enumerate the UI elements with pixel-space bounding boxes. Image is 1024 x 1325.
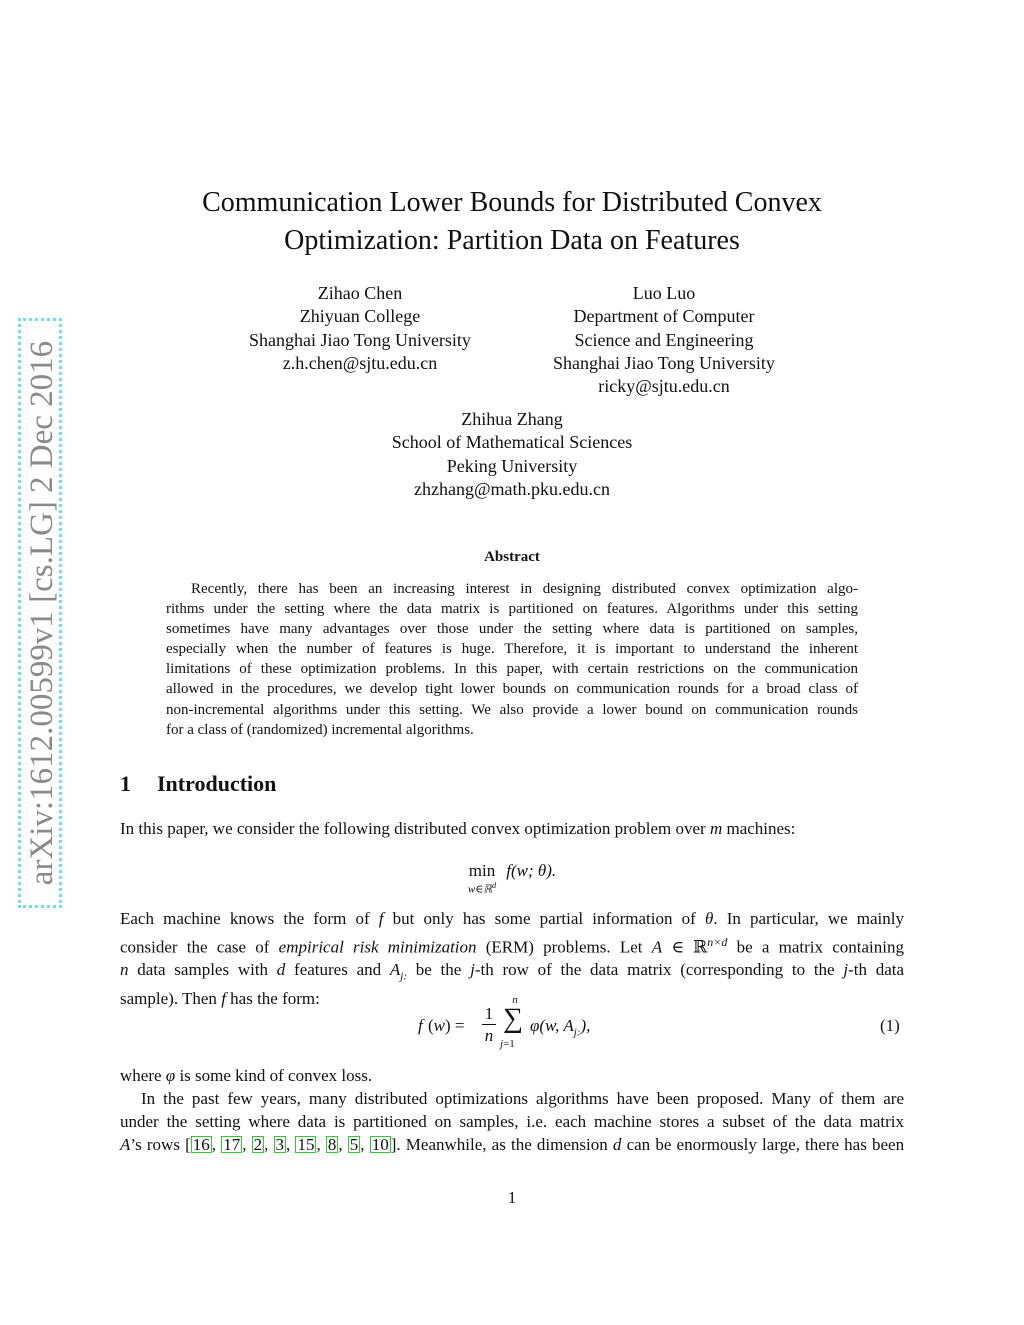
eq-min-op: min (468, 861, 496, 880)
page-number: 1 (507, 1188, 517, 1207)
paragraph-line: In the past few years, many distributed optimizations algorithms have been proposed. Many of them are (141, 1089, 904, 1108)
author-affiliation: Shanghai Jiao Tong University (249, 329, 471, 350)
paragraph-line: Each machine knows the form of f but only has some partial information of θ. In particular, we mainly (120, 909, 905, 928)
author-affiliation: Peking University (446, 455, 578, 476)
author-name: Luo Luo (632, 283, 696, 303)
author-email[interactable]: ricky@sjtu.edu.cn (598, 376, 730, 397)
section-title: Introduction (157, 771, 277, 796)
section-heading (120, 771, 276, 797)
citation-link[interactable]: 17 (223, 1134, 241, 1154)
math-var: m (709, 819, 723, 838)
paragraph-line: A’s rows [ 16 , 17 , 2 , 3 , 15 , 8 , 5 , 10 ]. Meanwhile, as the dimension d can be enormously large, there has been (120, 1134, 905, 1154)
paragraph-text: In this paper, we consider the following distributed convex optimization problem over (120, 819, 706, 838)
author-affiliation: Zhiyuan College (299, 306, 421, 327)
author-block-3 (312, 408, 712, 501)
paragraph-text: machines: (726, 819, 796, 838)
author-block-1 (210, 282, 510, 375)
author-block-2 (514, 282, 814, 398)
abstract-line: for a class of (randomized) incremental algorithms. (166, 721, 474, 738)
section-number: 1 (120, 771, 131, 796)
abstract-line: rithms under the setting where the data matrix is partitioned on features. Algorithms under this setting (166, 601, 858, 618)
citation-link[interactable]: 2 (253, 1134, 263, 1154)
author-email[interactable]: zhzhang@math.pku.edu.cn (413, 478, 610, 499)
abstract-line: sometimes have many advantages over those under the setting where data is partitioned on samples, (166, 621, 858, 638)
abstract-body (166, 579, 858, 740)
citation-link[interactable]: 8 (327, 1134, 337, 1154)
abstract-line: especially when the number of features is huge. Therefore, it is important to understand the inherent (166, 641, 858, 658)
arxiv-identifier[interactable]: arXiv:1612.00599v1 [cs.LG] 2 Dec 2016 (18, 318, 62, 908)
arxiv-stamp (14, 320, 74, 910)
intro-paragraph-3: where φ is some kind of convex loss. (120, 1066, 373, 1085)
abstract-heading: Abstract (484, 549, 540, 565)
abstract-line: Recently, there has been an increasing interest in designing distributed convex optimization algo- (191, 581, 858, 597)
citation-link[interactable]: 16 (192, 1134, 210, 1154)
author-affiliation: Department of Computer (573, 306, 755, 327)
author-email[interactable]: z.h.chen@sjtu.edu.cn (282, 352, 438, 373)
paragraph-line: sample). Then f has the form: (120, 989, 320, 1009)
author-affiliation: School of Mathematical Sciences (391, 432, 633, 453)
title-line-1: Communication Lower Bounds for Distributed Convex (202, 187, 822, 218)
paragraph-line: under the setting where data is partitioned on samples, i.e. each machine stores a subset of the data matrix (120, 1111, 904, 1131)
equation-number: (1) (880, 1016, 900, 1035)
citation-link[interactable]: 15 (297, 1134, 315, 1154)
paper-title (0, 184, 1024, 260)
author-affiliation: Science and Engineering (574, 329, 754, 350)
eq-body: f(w; θ). (506, 861, 557, 880)
equation-1: f (w) = 1 n n ∑ j=1 φ(w, $A_{j:}$), (418, 994, 591, 1050)
intro-paragraph-1 (120, 818, 904, 841)
citation-link[interactable]: 10 (371, 1134, 389, 1154)
citation-link[interactable]: 5 (349, 1134, 359, 1154)
abstract-line: non-incremental algorithms under this setting. We also provide a lower bound on communication rounds (166, 701, 858, 718)
author-affiliation: Shanghai Jiao Tong University (553, 352, 775, 373)
abstract-line: limitations of these optimization problems. In this paper, with certain restrictions on the communication (166, 661, 858, 678)
paragraph-line: n data samples with d features and $A_{j:}$ be the j-th row of the data matrix (corresponding to the j-th data (120, 960, 905, 983)
author-name: Zhihua Zhang (461, 409, 563, 429)
eq-min-subscript: w∈ℝ$^d$ (467, 881, 497, 896)
intro-paragraph-4 (120, 1088, 904, 1156)
author-name: Zihao Chen (317, 283, 403, 303)
paragraph-line: consider the case of empirical risk minimization (ERM) problems. Let A ∈ ℝ$^{n\times d}$ be a matrix containing (120, 934, 905, 957)
equation-min (462, 862, 602, 896)
abstract-line: allowed in the procedures, we develop tight lower bounds on communication rounds for a broad class of (166, 681, 858, 698)
citation-link[interactable]: 3 (275, 1134, 285, 1154)
title-line-2: Optimization: Partition Data on Features (284, 225, 740, 256)
